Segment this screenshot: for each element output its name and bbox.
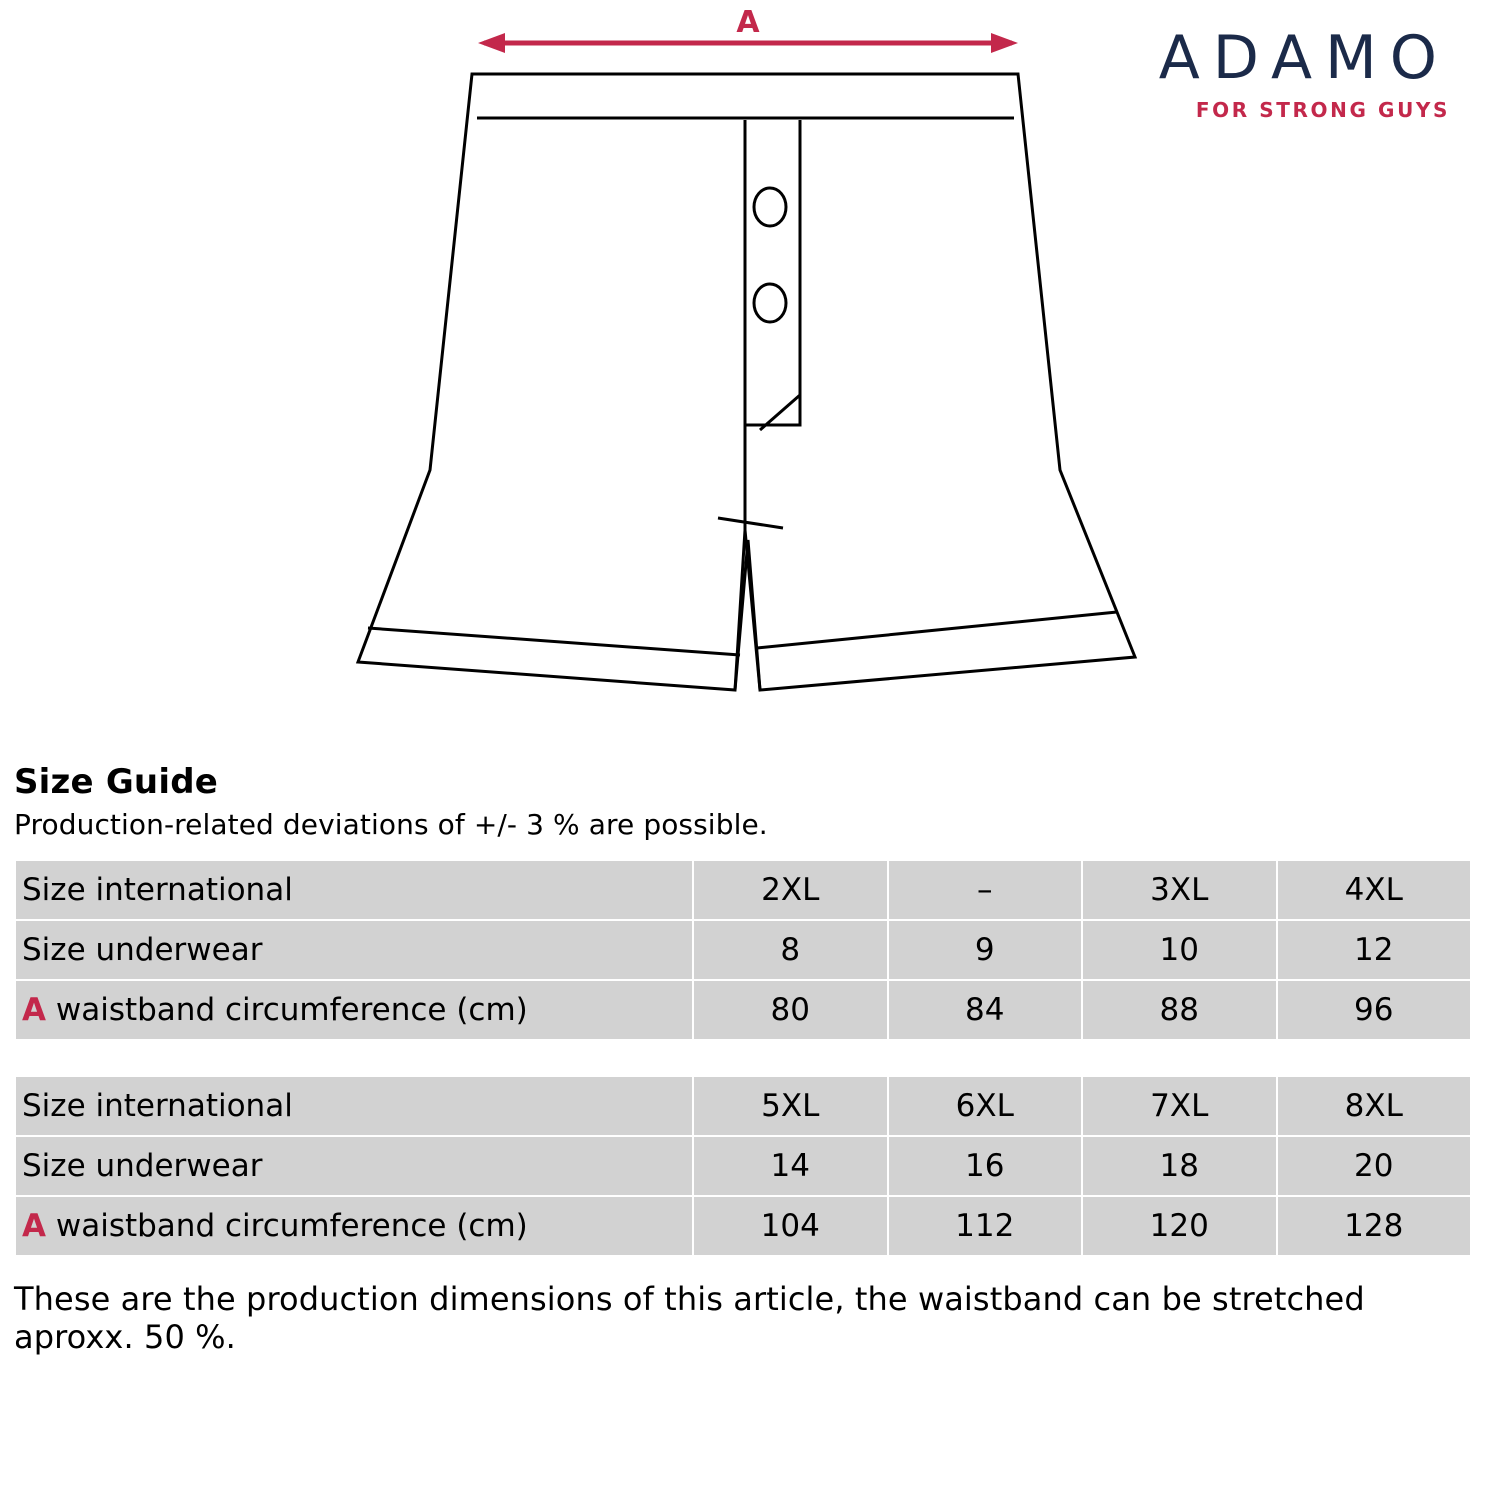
brand-tagline: FOR STRONG GUYS <box>1195 98 1450 122</box>
table-row <box>15 1136 1471 1196</box>
table-row <box>15 1196 1471 1256</box>
measure-label-a: A <box>736 5 760 40</box>
cell: 14 <box>693 1136 888 1196</box>
table-row <box>15 980 1471 1040</box>
row-label: Size international <box>15 860 693 920</box>
cell: 112 <box>888 1196 1083 1256</box>
table-row <box>15 1076 1471 1136</box>
table-row <box>15 920 1471 980</box>
cell: 8 <box>693 920 888 980</box>
cell: 96 <box>1277 980 1472 1040</box>
size-table-2 <box>14 1075 1472 1257</box>
cell: 88 <box>1082 980 1277 1040</box>
brand-name: ADAMO <box>1158 23 1450 93</box>
row-label: Size international <box>15 1076 693 1136</box>
row-label: A waistband circumference (cm) <box>15 1196 693 1256</box>
button-icon <box>754 284 786 322</box>
cell: 120 <box>1082 1196 1277 1256</box>
button-icon <box>754 188 786 226</box>
cell: 128 <box>1277 1196 1472 1256</box>
cell: 9 <box>888 920 1083 980</box>
cell: 104 <box>693 1196 888 1256</box>
row-label: Size underwear <box>15 1136 693 1196</box>
cell: 8XL <box>1277 1076 1472 1136</box>
size-guide-section <box>14 762 1472 1389</box>
cell: 7XL <box>1082 1076 1277 1136</box>
deviation-note: Production-related deviations of +/- 3 % are possible. <box>14 808 768 841</box>
cell: 80 <box>693 980 888 1040</box>
cell: 3XL <box>1082 860 1277 920</box>
size-table-1 <box>14 859 1472 1041</box>
measure-marker: A <box>22 992 46 1028</box>
row-label: Size underwear <box>15 920 693 980</box>
cell: 4XL <box>1277 860 1472 920</box>
production-note: These are the production dimensions of this article, the waistband can be stretched aproxx. 50 %. <box>14 1280 1365 1356</box>
row-label: A waistband circumference (cm) <box>15 980 693 1040</box>
cell: 18 <box>1082 1136 1277 1196</box>
cell: 2XL <box>693 860 888 920</box>
brand-logo <box>1146 23 1450 122</box>
cell: 16 <box>888 1136 1083 1196</box>
arrow-head-left <box>478 33 505 53</box>
cell: 10 <box>1082 920 1277 980</box>
cell: 6XL <box>888 1076 1083 1136</box>
cell: 12 <box>1277 920 1472 980</box>
cell: 20 <box>1277 1136 1472 1196</box>
cell: 84 <box>888 980 1083 1040</box>
page-title: Size Guide <box>14 762 218 802</box>
cell: 5XL <box>693 1076 888 1136</box>
cell: – <box>888 860 1083 920</box>
measure-marker: A <box>22 1208 46 1244</box>
arrow-head-right <box>991 33 1018 53</box>
table-row <box>15 860 1471 920</box>
